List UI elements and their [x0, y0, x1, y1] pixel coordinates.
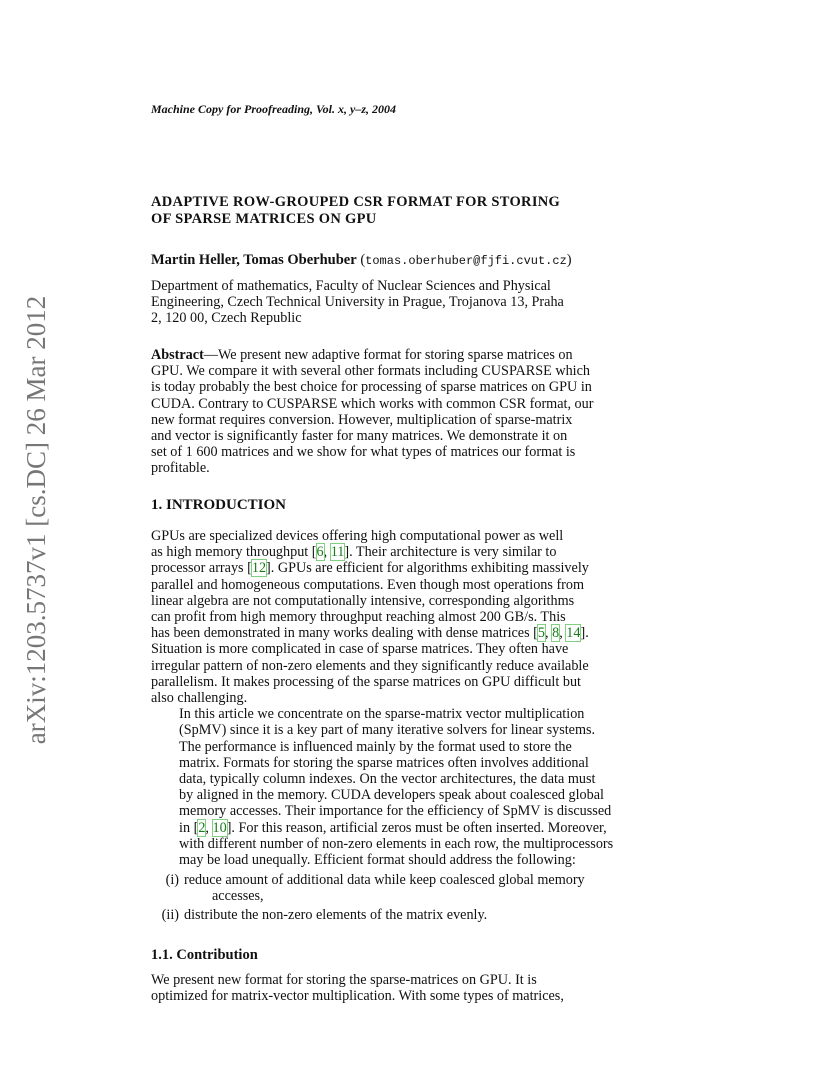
- text-line: [151, 803, 639, 819]
- list-item: [151, 907, 639, 923]
- list-item: [151, 872, 639, 904]
- line-text: as high memory throughput [: [151, 544, 317, 561]
- line-text: (SpMV) since it is a key part of many iterative solvers for linear systems.: [179, 722, 596, 739]
- list-item-text: accesses,: [212, 888, 264, 905]
- abstract-line: CUDA. Contrary to CUSPARSE which works with common CSR format, our: [151, 395, 594, 412]
- text-line: [151, 658, 639, 674]
- citation-link[interactable]: 11: [330, 544, 345, 561]
- author-line: [151, 251, 572, 270]
- author-names: Martin Heller, Tomas Oberhuber: [151, 252, 357, 268]
- arxiv-identifier-stamp: arXiv:1203.5737v1 [cs.DC] 26 Mar 2012: [21, 295, 51, 745]
- text-line: [151, 820, 639, 836]
- line-text: in [: [179, 819, 199, 836]
- author-email: tomas.oberhuber@fjfi.cvut.cz: [365, 254, 567, 268]
- citation-link[interactable]: 14: [566, 625, 581, 642]
- text-line: [151, 739, 639, 755]
- text-line: [151, 787, 639, 803]
- intro-paragraph-1: [151, 528, 639, 706]
- abstract-line: new format requires conversion. However, multiplication of sparse-matrix: [151, 411, 573, 428]
- list-item-number: (ii): [161, 906, 179, 923]
- text-line: [151, 836, 639, 852]
- section-heading-introduction: 1. INTRODUCTION: [151, 497, 287, 513]
- line-text: by aligned in the memory. CUDA developers speak about coalesced global: [179, 787, 604, 804]
- line-text: irregular pattern of non-zero elements and they significantly reduce available: [151, 657, 589, 674]
- contribution-line: optimized for matrix-vector multiplication. With some types of matrices,: [151, 988, 564, 1005]
- text-line: [151, 560, 639, 576]
- citation-link[interactable]: 6: [316, 544, 324, 561]
- citation-link[interactable]: 5: [537, 625, 545, 642]
- text-line: [151, 609, 639, 625]
- abstract-text: —We present new adaptive format for storing sparse matrices on: [203, 347, 573, 363]
- line-text: memory accesses. Their importance for the efficiency of SpMV is discussed: [179, 803, 612, 820]
- abstract-line: set of 1 600 matrices and we show for what types of matrices our format is: [151, 444, 576, 461]
- abstract-line: profitable.: [151, 460, 210, 477]
- citation-separator: ,: [559, 625, 567, 642]
- citation-link[interactable]: 2: [198, 819, 206, 836]
- line-text: linear algebra are not computationally intensive, corresponding algorithms: [151, 592, 575, 609]
- list-item-number: (i): [165, 872, 179, 889]
- introduction-body: [151, 528, 639, 925]
- line-text: The performance is influenced mainly by the format used to store the: [179, 738, 572, 755]
- abstract-line: [151, 347, 639, 363]
- text-line: [151, 755, 639, 771]
- title-line: ADAPTIVE ROW-GROUPED CSR FORMAT FOR STORING: [151, 194, 561, 210]
- text-line: [151, 528, 639, 544]
- line-text: ].: [580, 625, 589, 642]
- affiliation-line: 2, 120 00, Czech Republic: [151, 310, 302, 327]
- list-item-text: distribute the non-zero elements of the matrix evenly.: [184, 906, 488, 923]
- citation-link[interactable]: 12: [251, 560, 267, 577]
- text-line: [151, 625, 639, 641]
- citation-link[interactable]: 8: [552, 625, 560, 642]
- citation-separator: ,: [323, 544, 331, 561]
- line-text: GPUs are specialized devices offering high computational power as well: [151, 528, 564, 544]
- title-line: OF SPARSE MATRICES ON GPU: [151, 210, 377, 227]
- line-text: ]. For this reason, artificial zeros must be often inserted. Moreover,: [226, 819, 607, 836]
- abstract-label: Abstract: [151, 347, 204, 363]
- contribution-body: [151, 972, 639, 1004]
- text-line: [151, 641, 639, 657]
- line-text: ]. GPUs are efficient for algorithms exhibiting massively: [266, 560, 589, 577]
- text-line: [151, 852, 639, 868]
- line-text: may be load unequally. Efficient format should address the following:: [179, 852, 576, 869]
- text-line: [151, 674, 639, 690]
- line-text: also challenging.: [151, 690, 248, 707]
- abstract-line: GPU. We compare it with several other formats including CUSPARSE which: [151, 363, 591, 380]
- text-line: [151, 690, 639, 706]
- line-text: processor arrays [: [151, 560, 252, 577]
- citation-separator: ,: [545, 625, 553, 642]
- affiliation: [151, 278, 639, 327]
- line-text: ]. Their architecture is very similar to: [344, 544, 557, 561]
- abstract: [151, 347, 639, 477]
- contribution-line: We present new format for storing the sparse-matrices on GPU. It is: [151, 972, 537, 988]
- citation-separator: ,: [205, 819, 213, 836]
- email-close-paren: ): [566, 252, 572, 268]
- text-line: [151, 771, 639, 787]
- line-text: matrix. Formats for storing the sparse matrices often involves additional: [179, 754, 589, 771]
- paper-title: [151, 194, 639, 227]
- text-line: [151, 722, 639, 738]
- goals-list: [151, 872, 639, 923]
- citation-link[interactable]: 10: [212, 819, 227, 836]
- subsection-heading-contribution: 1.1. Contribution: [151, 947, 258, 963]
- line-text: parallelism. It makes processing of the sparse matrices on GPU difficult but: [151, 673, 581, 690]
- line-text: Situation is more complicated in case of sparse matrices. They often have: [151, 641, 569, 658]
- line-text: data, typically column indexes. On the vector architectures, the data must: [179, 771, 596, 788]
- running-head: Machine Copy for Proofreading, Vol. x, y–z, 2004: [151, 102, 397, 116]
- text-line: [151, 706, 639, 722]
- text-line: [151, 577, 639, 593]
- line-text: In this article we concentrate on the sparse-matrix vector multiplication: [179, 706, 585, 723]
- text-line: [151, 544, 639, 560]
- affiliation-line: Engineering, Czech Technical University in Prague, Trojanova 13, Praha: [151, 294, 564, 311]
- list-item-text: reduce amount of additional data while keep coalesced global memory: [184, 872, 585, 889]
- abstract-line: is today probably the best choice for processing of sparse matrices on GPU in: [151, 379, 592, 396]
- abstract-line: and vector is significantly faster for many matrices. We demonstrate it on: [151, 428, 568, 445]
- intro-paragraph-2: [151, 706, 639, 868]
- line-text: parallel and homogeneous computations. Even though most operations from: [151, 576, 585, 593]
- line-text: has been demonstrated in many works dealing with dense matrices [: [151, 625, 538, 642]
- email-open-paren: (: [356, 252, 366, 268]
- line-text: with different number of non-zero elements in each row, the multiprocessors: [179, 835, 614, 852]
- line-text: can profit from high memory throughput reaching almost 200 GB/s. This: [151, 609, 566, 626]
- text-line: [151, 593, 639, 609]
- affiliation-line: Department of mathematics, Faculty of Nuclear Sciences and Physical: [151, 278, 551, 294]
